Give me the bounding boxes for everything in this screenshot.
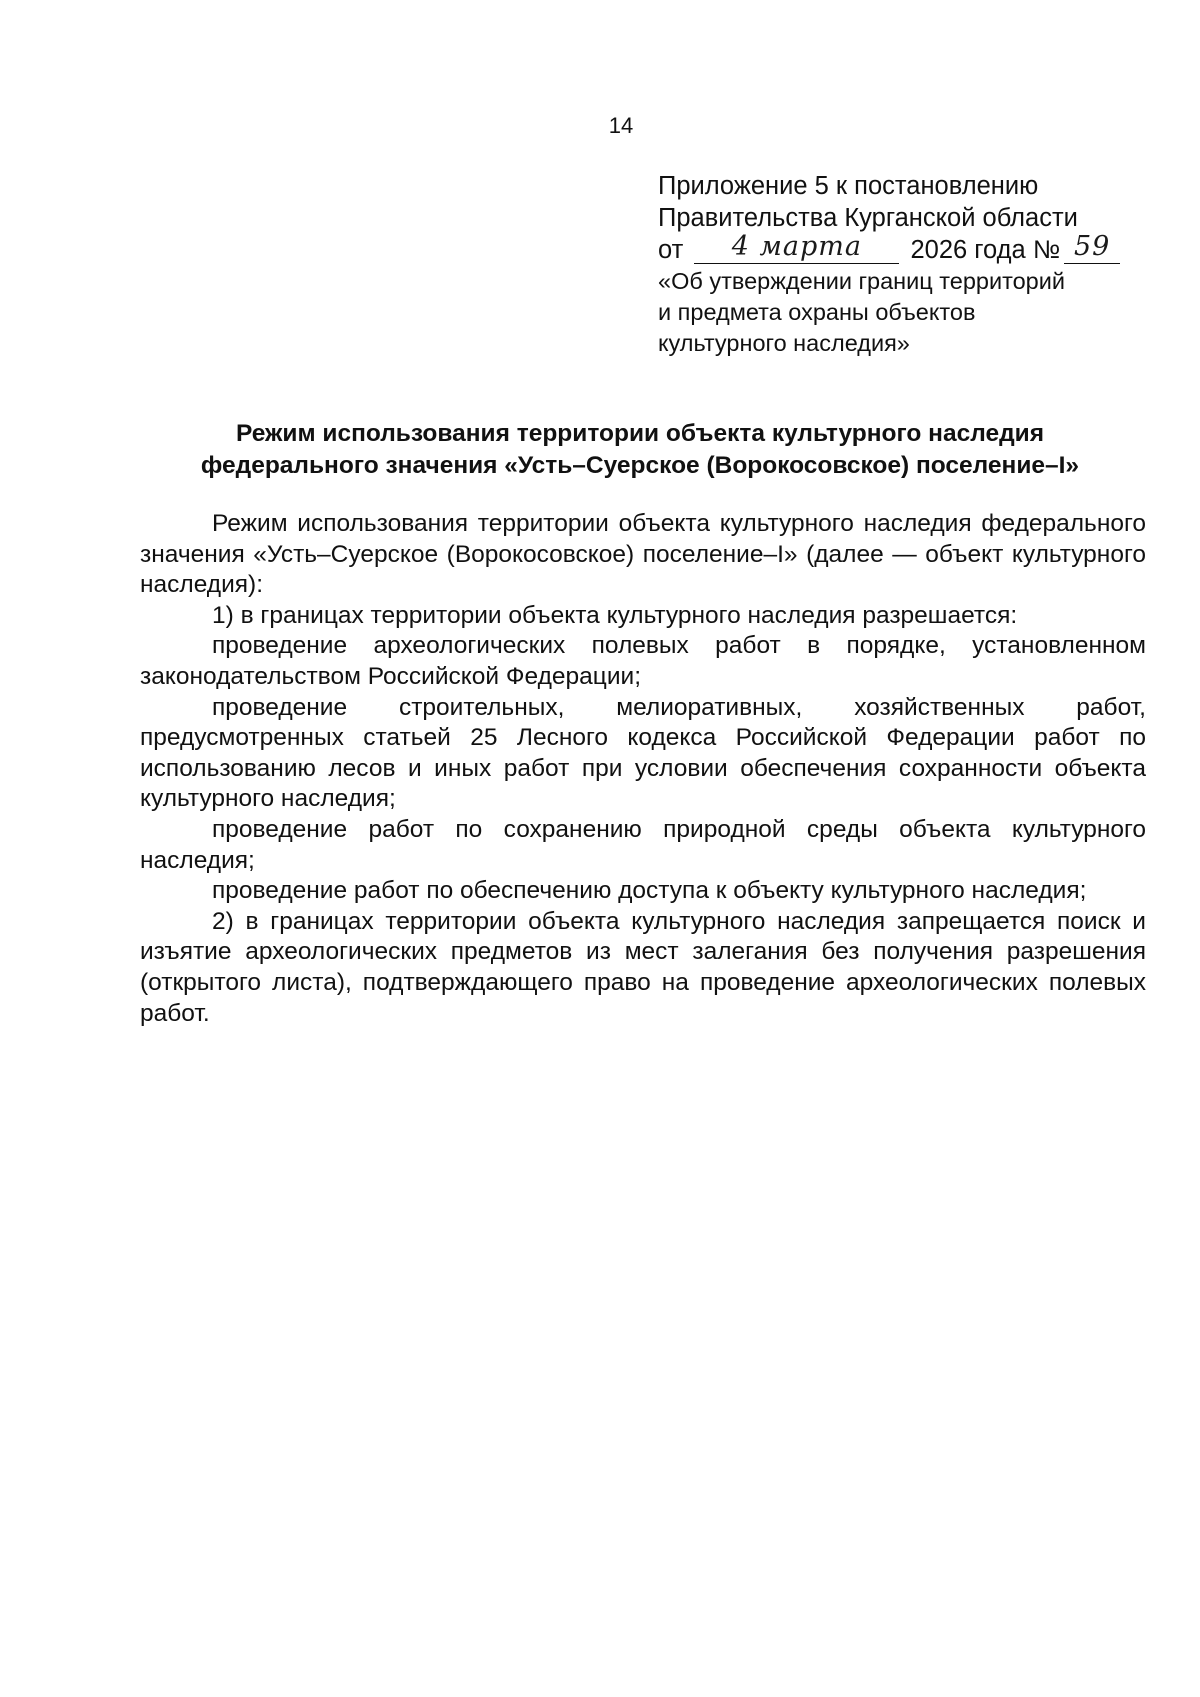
- paragraph-item-1: 1) в границах территории объекта культурного наследия разрешается:: [212, 601, 1018, 629]
- appendix-block: [658, 170, 1118, 359]
- appendix-date-line: [658, 231, 1118, 266]
- paragraph-intro: Режим использования территории объекта культурного наследия федерального значения «Усть–Суерское (Ворокосовское) поселение–I» (далее — объект культурного наследия):: [140, 510, 1146, 599]
- year-label: 2026 года №: [910, 236, 1061, 264]
- title-line-1: Режим использования территории объекта культурного наследия: [236, 420, 1044, 447]
- paragraph-allowed-nature: проведение работ по сохранению природной среды объекта культурного наследия;: [140, 815, 1146, 874]
- paragraph-allowed-archaeology: проведение археологических полевых работ в порядке, установленном законодательством Российской Федерации;: [140, 632, 1146, 690]
- handwritten-number: 59: [1074, 231, 1111, 262]
- appendix-line-2: Правительства Курганской области: [658, 204, 1078, 232]
- paragraph-allowed-construction: проведение строительных, мелиоративных, хозяйственных работ, предусмотренных статьей 25 Лесного кодекса Российской Федерации работ по использованию лесов и иных работ при условии обеспечения сохранности объекта культурного наследия;: [140, 693, 1146, 813]
- date-field: [694, 231, 899, 264]
- document-title: [140, 418, 1140, 482]
- appendix-line-1: Приложение 5 к постановлению: [658, 172, 1039, 200]
- appendix-subject-line-1: «Об утверждении границ территорий: [658, 268, 1066, 294]
- paragraph-allowed-access: проведение работ по обеспечению доступа к объекту культурного наследия;: [212, 877, 1087, 905]
- from-label: от: [658, 236, 684, 264]
- title-line-2: федерального значения «Усть–Суерское (Ворокосовское) поселение–I»: [200, 452, 1080, 479]
- handwritten-date: 4 марта: [731, 231, 863, 262]
- page-number: 14: [608, 113, 634, 138]
- appendix-subject-line-3: культурного наследия»: [658, 330, 910, 356]
- appendix-subject-line-2: и предмета охраны объектов: [658, 299, 976, 325]
- paragraph-item-2: 2) в границах территории объекта культурного наследия запрещается поиск и изъятие археологических предметов из мест залегания без получения разрешения (открытого листа), подтверждающего право на проведение археологических полевых работ.: [140, 907, 1146, 1027]
- document-body: [140, 509, 1146, 1029]
- number-field: [1064, 231, 1120, 264]
